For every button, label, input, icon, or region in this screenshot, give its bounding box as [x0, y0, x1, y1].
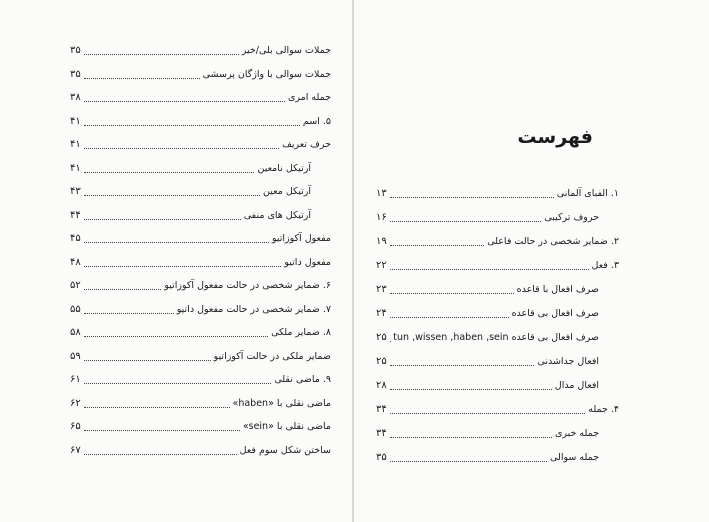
- toc-entry-label: جملات سوالی بلی/خیر: [241, 45, 331, 56]
- toc-entry: [376, 306, 619, 320]
- toc-entry-label: صرف افعال بی قاعده: [511, 308, 599, 319]
- toc-entry: [70, 67, 331, 81]
- dot-leader: [390, 340, 391, 342]
- dot-leader: [390, 316, 509, 318]
- toc-entry: [70, 302, 331, 316]
- toc-entry: [376, 186, 619, 200]
- dot-leader: [390, 244, 484, 246]
- toc-entry-label: ۷. ضمایر شخصی در حالت مفعول داتیو: [176, 303, 331, 315]
- toc-page-number: ۴۴: [70, 209, 81, 221]
- toc-entry-label: ۸. ضمایر ملکی: [271, 327, 331, 338]
- toc-entry-label: آرتیکل نامعین: [257, 162, 311, 174]
- dot-leader: [84, 359, 211, 361]
- dot-leader: [84, 406, 230, 408]
- toc-entry: [70, 43, 331, 57]
- toc-page-number: ۴۱: [70, 162, 81, 174]
- dot-leader: [390, 292, 514, 294]
- left-page: [0, 0, 352, 522]
- toc-entry: [376, 330, 619, 344]
- right-page: [354, 0, 709, 522]
- toc-entry: [376, 426, 619, 440]
- dot-leader: [84, 265, 282, 267]
- toc-entry-label: ماضی نقلی با «sein»: [242, 421, 331, 432]
- toc-entry: [70, 137, 331, 151]
- toc-entry: [70, 255, 331, 269]
- toc-entry: [70, 161, 331, 175]
- toc-entry-label: صرف افعال بی قاعده tun ,wissen ,haben ,sein: [393, 332, 599, 343]
- toc-entry: [70, 231, 331, 245]
- toc-entry-label: آرتیکل معین: [263, 186, 311, 197]
- dot-leader: [84, 288, 162, 290]
- dot-leader: [84, 218, 241, 220]
- dot-leader: [390, 412, 585, 414]
- toc-page-number: ۴۱: [70, 115, 81, 127]
- dot-leader: [390, 364, 535, 366]
- toc-page-number: ۴۱: [70, 139, 81, 150]
- toc-page-number: ۳۵: [376, 452, 387, 463]
- toc-entry: [70, 349, 331, 363]
- toc-entry: [70, 208, 331, 222]
- toc-entry: [376, 402, 619, 416]
- toc-entry: [376, 234, 619, 248]
- toc-page-number: ۲۲: [376, 260, 387, 271]
- dot-leader: [84, 241, 269, 243]
- toc-entry: [70, 278, 331, 292]
- toc-page-number: ۴۳: [70, 186, 81, 197]
- toc-entry-label: جمله امری: [287, 92, 331, 103]
- toc-entry: [376, 210, 619, 224]
- toc-entry: [376, 450, 619, 464]
- dot-leader: [84, 124, 300, 126]
- toc-title: فهرست: [517, 126, 593, 148]
- toc-entry-label: ۴. جمله: [588, 404, 619, 415]
- toc-entry-label: ضمایر ملکی در حالت آکوزاتیو: [213, 350, 331, 362]
- toc-page-number: ۳۴: [376, 428, 387, 439]
- toc-page-number: ۴۸: [70, 256, 81, 268]
- toc-entry: [70, 396, 331, 410]
- toc-page-number: ۶۵: [70, 421, 81, 432]
- dot-leader: [390, 436, 552, 438]
- toc-page-number: ۲۵: [376, 356, 387, 367]
- toc-entry: [70, 419, 331, 433]
- toc-page-number: ۴۵: [70, 233, 81, 244]
- dot-leader: [84, 312, 174, 314]
- toc-entry-label: جمله خبری: [554, 428, 599, 439]
- dot-leader: [84, 147, 279, 149]
- toc-page-number: ۳۵: [70, 68, 81, 80]
- toc-entry-label: صرف افعال با قاعده: [516, 284, 599, 295]
- toc-entry-label: ماضی نقلی با «haben»: [232, 397, 331, 409]
- dot-leader: [390, 220, 542, 222]
- dot-leader: [84, 100, 285, 102]
- toc-entry: [70, 114, 331, 128]
- toc-page-number: ۳۵: [70, 45, 81, 56]
- toc-page-number: ۶۷: [70, 444, 81, 456]
- dot-leader: [84, 335, 268, 337]
- dot-leader: [84, 194, 260, 196]
- toc-page-number: ۲۸: [376, 380, 387, 391]
- dot-leader: [84, 382, 272, 384]
- toc-entry-label: ساختن شکل سوم فعل: [239, 444, 331, 456]
- dot-leader: [390, 460, 547, 462]
- toc-entry: [70, 90, 331, 104]
- toc-entry-label: حروف ترکیبی: [544, 212, 599, 223]
- toc-entry: [376, 282, 619, 296]
- toc-entry: [376, 378, 619, 392]
- dot-leader: [84, 77, 200, 79]
- dot-leader: [390, 388, 552, 390]
- toc-entry-label: ۹. ماضی نقلی: [274, 374, 331, 385]
- toc-entry-label: ۲. ضمایر شخصی در حالت فاعلی: [487, 236, 619, 247]
- toc-page-number: ۱۶: [376, 212, 387, 223]
- toc-entry-label: مفعول داتیو: [284, 256, 331, 268]
- toc-entry-label: افعال مدال: [554, 380, 599, 391]
- toc-entry-label: ۱. الفبای آلمانی: [556, 188, 619, 199]
- toc-page-number: ۵۸: [70, 327, 81, 338]
- toc-entry: [70, 372, 331, 386]
- toc-entry: [70, 443, 331, 457]
- toc-page-number: ۵۲: [70, 280, 81, 291]
- dot-leader: [84, 429, 240, 431]
- toc-page-number: ۵۹: [70, 350, 81, 362]
- toc-entry: [70, 184, 331, 198]
- toc-page-number: ۳۴: [376, 404, 387, 415]
- toc-page-number: ۳۸: [70, 92, 81, 103]
- toc-page-number: ۲۵: [376, 332, 387, 343]
- toc-page-number: ۲۴: [376, 308, 387, 319]
- toc-entry-label: آرتیکل های منفی: [243, 209, 311, 221]
- toc-entry-label: مفعول آکوزاتیو: [271, 233, 331, 244]
- toc-entry-label: جمله سوالی: [550, 452, 599, 463]
- toc-page-number: ۶۲: [70, 397, 81, 409]
- toc-entry: [376, 258, 619, 272]
- toc-entry-label: ۳. فعل: [591, 260, 619, 271]
- toc-entry-label: حرف تعریف: [282, 139, 331, 150]
- toc-entry-label: افعال جداشدنی: [537, 356, 599, 367]
- dot-leader: [390, 196, 554, 198]
- toc-entry-label: ۶. ضمایر شخصی در حالت مفعول آکوزاتیو: [164, 280, 331, 291]
- dot-leader: [84, 453, 237, 455]
- toc-page-number: ۶۱: [70, 374, 81, 385]
- toc-page-number: ۱۳: [376, 188, 387, 199]
- toc-page-number: ۵۵: [70, 303, 81, 315]
- dot-leader: [390, 268, 589, 270]
- dot-leader: [84, 53, 239, 55]
- toc-entry-label: ۵. اسم: [302, 115, 331, 127]
- toc-entry-label: جملات سوالی با واژگان پرسشی: [202, 68, 331, 80]
- toc-entry: [376, 354, 619, 368]
- toc-page-number: ۲۳: [376, 284, 387, 295]
- dot-leader: [84, 171, 255, 173]
- toc-page-number: ۱۹: [376, 236, 387, 247]
- toc-entry: [70, 325, 331, 339]
